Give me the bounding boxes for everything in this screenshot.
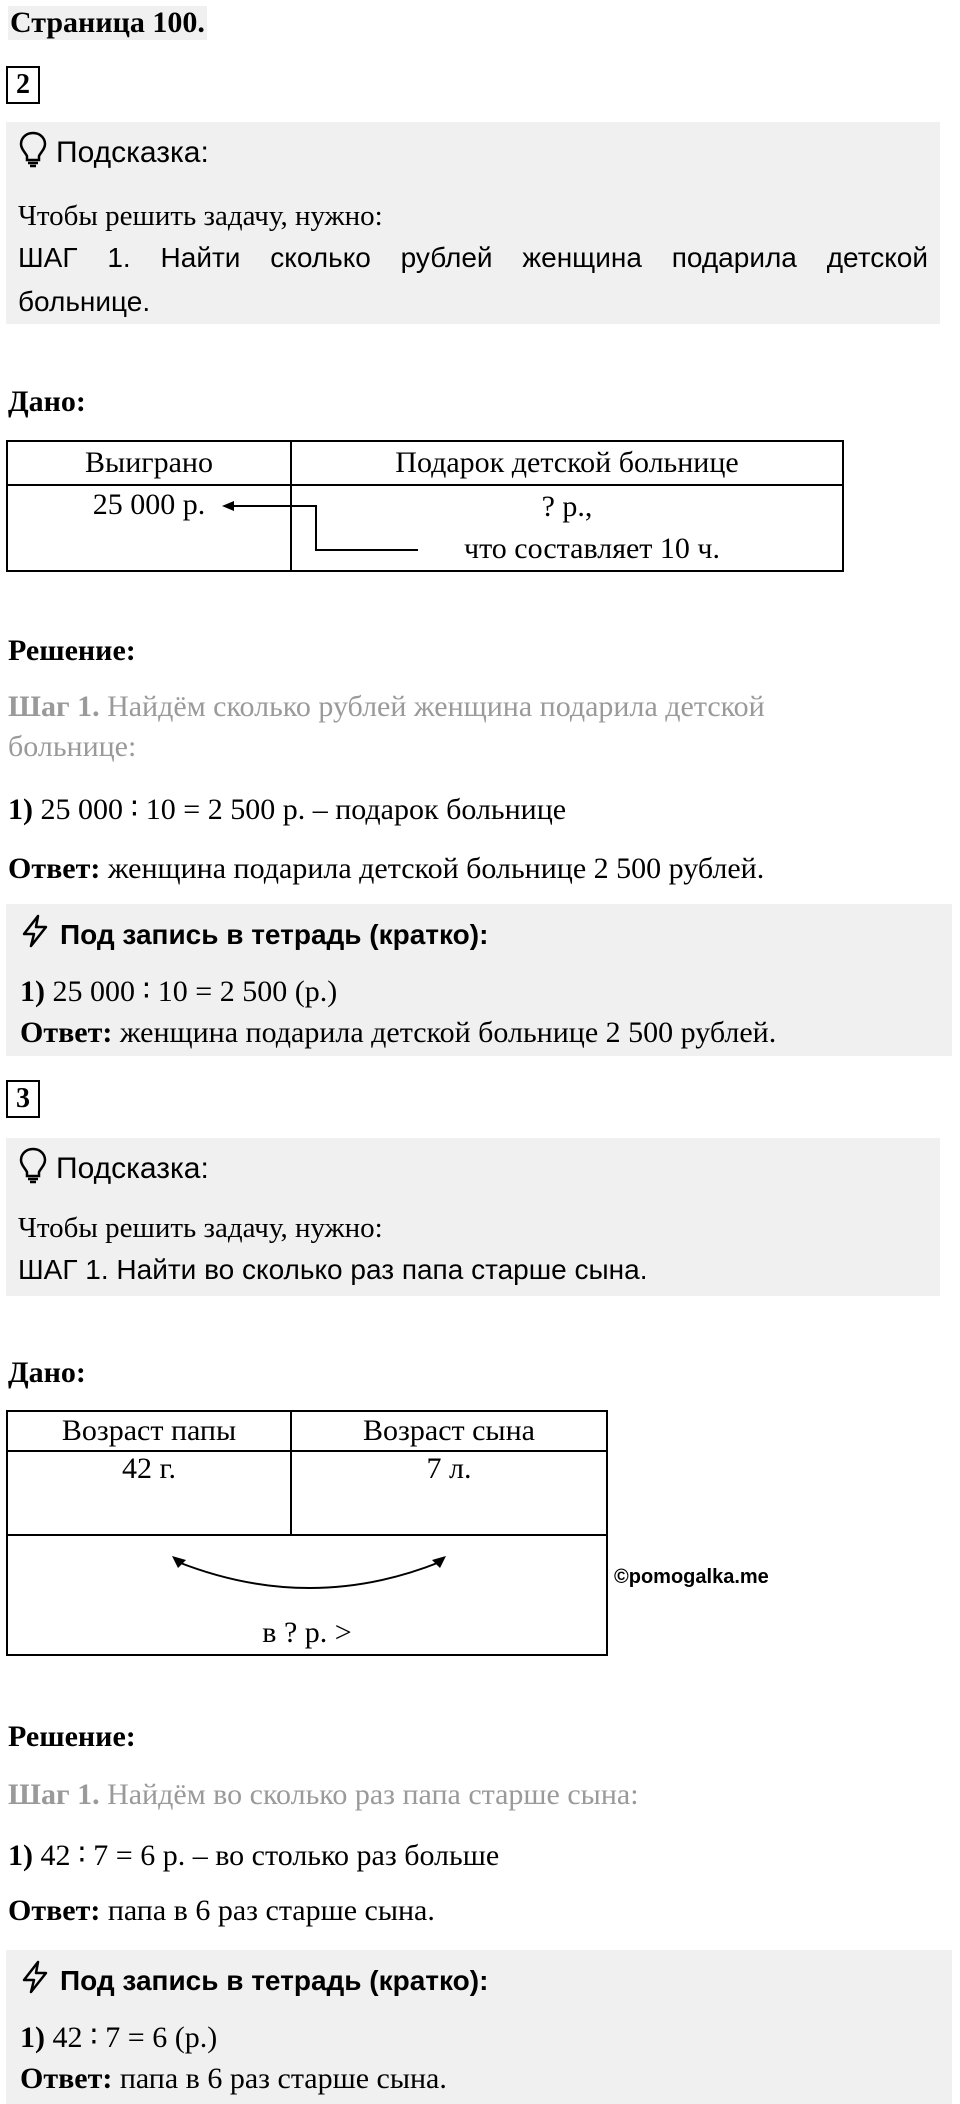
notebook-answer-text: папа в 6 раз старше сына. xyxy=(112,2062,447,2095)
hint-intro: Чтобы решить задачу, нужно: xyxy=(18,200,383,232)
column-header-won: Выиграно xyxy=(7,441,291,485)
notebook-answer xyxy=(20,1016,776,1050)
hint-box-task3 xyxy=(6,1138,940,1296)
answer-label: Ответ: xyxy=(8,852,101,885)
notebook-calc-text: 25 000 ∶ 10 = 2 500 (р.) xyxy=(45,975,338,1008)
solution-step xyxy=(8,1778,639,1812)
notebook-calc-text: 42 ∶ 7 = 6 (р.) xyxy=(45,2021,218,2054)
page-title: Страница 100. xyxy=(10,6,205,39)
task-number-2: 2 xyxy=(6,66,40,104)
calc-number: 1) xyxy=(8,793,33,826)
comparison-text: в ? р. > xyxy=(262,1616,352,1649)
answer xyxy=(8,852,764,886)
notebook-box-task2 xyxy=(6,904,952,1056)
value-father-age: 42 г. xyxy=(7,1451,291,1535)
hint-box-task2 xyxy=(6,122,940,324)
lightning-icon xyxy=(20,914,50,955)
hint-step xyxy=(18,236,928,280)
given-label: Дано: xyxy=(8,1356,86,1389)
step-label: Шаг 1. xyxy=(8,690,100,723)
hint-step-label: ШАГ 1. xyxy=(18,1254,109,1285)
notebook-calc xyxy=(20,974,337,1009)
notebook-answer-label: Ответ: xyxy=(20,1016,113,1049)
hint-title: Подсказка: xyxy=(56,136,209,169)
value-gift-line1: ? р., xyxy=(541,490,593,523)
given-table-task2 xyxy=(6,440,844,572)
hint-header xyxy=(18,130,209,176)
calc-number: 1) xyxy=(8,1839,33,1872)
solution-step xyxy=(8,690,765,724)
calculation xyxy=(8,1838,499,1873)
notebook-answer xyxy=(20,2062,447,2096)
lightning-icon xyxy=(20,1960,50,2001)
hint-step-continued: больнице. xyxy=(18,286,151,317)
solution-label: Решение: xyxy=(8,634,136,667)
connector-arrow xyxy=(220,496,420,556)
notebook-header xyxy=(20,914,488,955)
lightbulb-icon xyxy=(18,1146,48,1192)
value-won-text: 25 000 р. xyxy=(92,488,206,521)
column-header-gift: Подарок детской больнице xyxy=(291,441,843,485)
watermark: ©pomogalka.me xyxy=(614,1566,769,1588)
hint-step xyxy=(18,1248,647,1292)
answer-text: женщина подарила детской больнице 2 500 рублей. xyxy=(100,852,765,885)
notebook-answer-text: женщина подарила детской больнице 2 500 рублей. xyxy=(112,1016,777,1049)
calculation xyxy=(8,792,566,827)
step-text: Найдём сколько рублей женщина подарила детской xyxy=(99,690,765,723)
notebook-calc-number: 1) xyxy=(20,975,45,1008)
hint-header xyxy=(18,1146,209,1192)
hint-step-label: ШАГ 1. xyxy=(18,242,131,273)
lightbulb-icon xyxy=(18,130,48,176)
solution-step-continued: больнице: xyxy=(8,730,137,763)
answer-label: Ответ: xyxy=(8,1894,101,1927)
notebook-calc-number: 1) xyxy=(20,2021,45,2054)
hint-intro: Чтобы решить задачу, нужно: xyxy=(18,1212,383,1244)
column-header-son-age: Возраст сына xyxy=(291,1411,607,1451)
notebook-title: Под запись в тетрадь (кратко): xyxy=(60,918,489,950)
comparison-arc-arrow xyxy=(170,1554,450,1602)
answer-text: папа в 6 раз старше сына. xyxy=(100,1894,435,1927)
notebook-title: Под запись в тетрадь (кратко): xyxy=(60,1964,489,1996)
step-text: Найдём во сколько раз папа старше сына: xyxy=(99,1778,639,1811)
value-gift-line2: что составляет 10 ч. xyxy=(463,532,721,565)
notebook-header xyxy=(20,1960,488,2001)
given-label: Дано: xyxy=(8,385,86,418)
calc-text: 25 000 ∶ 10 = 2 500 р. – подарок больнице xyxy=(33,793,567,826)
solution-label: Решение: xyxy=(8,1720,136,1753)
hint-step-text: Найти сколько рублей женщина подарила детской xyxy=(130,242,928,273)
given-table-task3 xyxy=(6,1410,608,1656)
hint-step-text: Найти во сколько раз папа старше сына. xyxy=(108,1254,648,1285)
calc-text: 42 ∶ 7 = 6 р. – во столько раз больше xyxy=(33,1839,500,1872)
task-number-3: 3 xyxy=(6,1080,40,1118)
hint-title: Подсказка: xyxy=(56,1152,209,1185)
notebook-calc xyxy=(20,2020,217,2055)
step-label: Шаг 1. xyxy=(8,1778,100,1811)
answer xyxy=(8,1894,435,1928)
column-header-father-age: Возраст папы xyxy=(7,1411,291,1451)
notebook-answer-label: Ответ: xyxy=(20,2062,113,2095)
value-son-age: 7 л. xyxy=(291,1451,607,1535)
notebook-box-task3 xyxy=(6,1950,952,2104)
